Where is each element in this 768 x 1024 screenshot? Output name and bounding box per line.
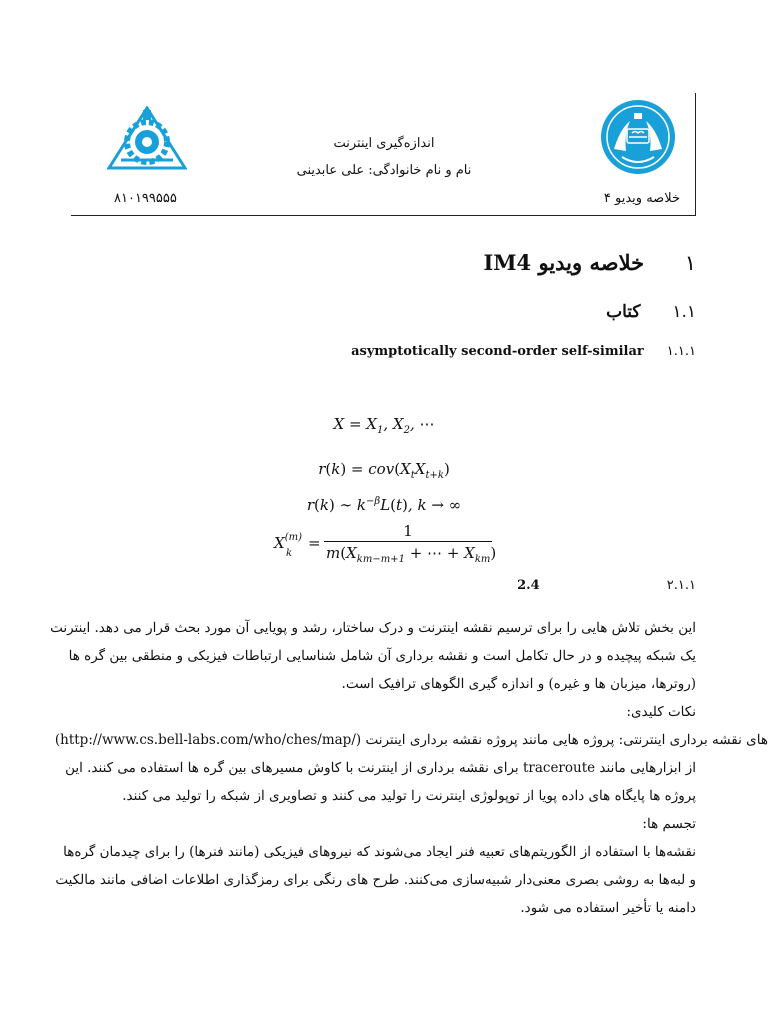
paragraph-1-line-2: یک شبکه پیچیده و در حال تکامل است و نقشه برداری آن شامل شناسایی ارتباطات فیزیکی و منطقی بین گره ها bbox=[68, 648, 696, 664]
section-heading bbox=[483, 250, 696, 275]
header-horizontal-rule bbox=[71, 215, 696, 216]
mapping-project-url: (http://www.cs.bell-labs.com/who/ches/map/) bbox=[54, 732, 362, 748]
paragraph-2-line-2: از ابزارهایی مانند traceroute برای نقشه برداری از اینترنت با کاوش مسیرهای بین گره ها استفاده می کنند. این bbox=[65, 760, 696, 776]
equation-2: $r(k) = cov(X_tX_{t+k})$ bbox=[318, 460, 450, 481]
paragraph-3-line-1: نقشه‌ها با استفاده از الگوریتم‌های تعبیه فنر ایجاد می‌شوند که نیروهای فیزیکی (مانند فنرها) را برای چیدمان گره‌ها bbox=[63, 844, 696, 860]
visualizations-label: تجسم ها: bbox=[642, 816, 696, 832]
paragraph-3-line-2: و لبه‌ها به روشی بصری معنی‌دار شبیه‌سازی می‌کنند. طرح های رنگی برای رمزگذاری اطلاعات اضافی مانند مالکیت bbox=[55, 872, 696, 888]
paragraph-1-line-3: (روترها، میزبان ها و غیره) و اندازه گیری الگوهای ترافیک است. bbox=[341, 676, 696, 692]
subsubsection-title: asymptotically second-order self-similar bbox=[351, 344, 644, 359]
engineering-college-logo bbox=[107, 106, 187, 174]
student-name: نام و نام خانوادگی: علی عابدینی bbox=[296, 163, 472, 178]
equation-1: $X = X_1$, $X_2$, ⋯ bbox=[333, 415, 435, 436]
mapping-projects-text: های نقشه برداری اینترنتی: پروژه هایی مانند پروژه نقشه برداری اینترنت bbox=[365, 732, 768, 748]
subsubsection-heading bbox=[351, 344, 696, 359]
subsection-number: ۱.۱ bbox=[672, 302, 696, 322]
university-of-tehran-logo bbox=[600, 99, 676, 175]
paragraph-1-line-1: این بخش تلاش هایی را برای ترسیم نقشه اینترنت و درک ساختار، رشد و پویایی آن مورد بحث قرار می دهد. اینترنت bbox=[50, 620, 696, 636]
subsubsection-number: ۱.۱.۱ bbox=[666, 344, 696, 359]
section-title: خلاصه ویدیو IM4 bbox=[483, 250, 645, 275]
course-title: اندازه‌گیری اینترنت bbox=[333, 136, 435, 151]
subsubsection-heading-2 bbox=[517, 578, 696, 593]
document-label: خلاصه ویدیو ۴ bbox=[603, 191, 680, 206]
subsubsection-number-2: ۲.۱.۱ bbox=[666, 578, 696, 593]
paragraph-2-line-1 bbox=[0, 726, 768, 754]
equation-3: r(k) ∼ $k^{-\beta}L(t)$, k → ∞ bbox=[306, 496, 462, 514]
header-vertical-rule bbox=[695, 93, 696, 216]
equation-4: $X^{(m)}$ k = 1 $m(X_{km-m+1}$ + ⋯ + $X_{km}$) bbox=[274, 522, 497, 565]
paragraph-3-line-3: دامنه یا تأخیر استفاده می شود. bbox=[520, 900, 696, 916]
student-id: ۸۱۰۱۹۹۵۵۵ bbox=[114, 191, 177, 206]
paragraph-2-line-3: پروژه ها پایگاه های داده پویا از توپولوژی اینترنت را تولید می کنند و تصاویری از شبکه را تولید می کنند. bbox=[122, 788, 696, 804]
subsection-title: کتاب bbox=[606, 302, 641, 322]
subsection-heading bbox=[606, 302, 696, 322]
key-points-label: نکات کلیدی: bbox=[626, 704, 696, 720]
section-number: ۱ bbox=[684, 251, 696, 275]
subsubsection-title-2: 2.4 bbox=[517, 578, 540, 593]
